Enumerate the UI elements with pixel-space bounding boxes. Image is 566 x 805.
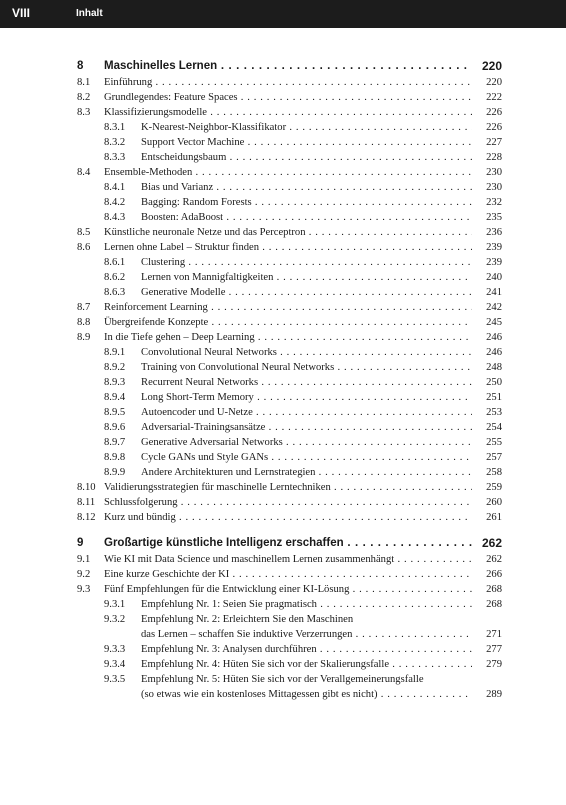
entry-number: 8.1: [77, 77, 91, 88]
entry-page: 226: [486, 107, 502, 118]
toc-entry: [77, 465, 502, 480]
entry-page: 239: [486, 257, 502, 268]
toc-entry: [77, 405, 502, 420]
chapter-number: 9: [77, 537, 84, 549]
entry-page: 257: [486, 452, 502, 463]
toc-entry: [77, 345, 502, 360]
entry-number: 8.8: [77, 317, 91, 328]
entry-number: 8.9.8: [104, 452, 126, 463]
entry-page: 289: [486, 689, 502, 700]
entry-title: Boosten: AdaBoost . . .: [141, 210, 472, 225]
toc-entry: [77, 165, 502, 180]
entry-title: Cycle GANs und Style GANs . . .: [141, 450, 472, 465]
entry-title: Convolutional Neural Networks . . .: [141, 345, 472, 360]
entry-number: 8.6.2: [104, 272, 126, 283]
entry-page: 248: [486, 362, 502, 373]
toc-entry: [77, 450, 502, 465]
entry-number: 8.5: [77, 227, 91, 238]
entry-page: 245: [486, 317, 502, 328]
entry-title: Andere Architekturen und Lernstrategien . . .: [141, 465, 472, 480]
entry-number: 8.9.3: [104, 377, 126, 388]
entry-number: 8.11: [77, 497, 96, 508]
entry-number: 8.4: [77, 167, 91, 178]
entry-page: 261: [486, 512, 502, 523]
entry-title: Fünf Empfehlungen für die Entwicklung einer KI-Lösung . . .: [104, 582, 472, 597]
entry-page: 242: [486, 302, 502, 313]
entry-title: Adversarial-Trainingsansätze . . .: [141, 420, 472, 435]
entry-page: 255: [486, 437, 502, 448]
entry-title: Validierungsstrategien für maschinelle Lerntechniken . . .: [104, 480, 472, 495]
entry-number: 8.12: [77, 512, 96, 523]
entry-number: 8.6.1: [104, 257, 126, 268]
toc-entry: [77, 120, 502, 135]
entry-number: 9.3: [77, 584, 91, 595]
toc-entry: [77, 270, 502, 285]
toc-entry: [77, 390, 502, 405]
page-header: [0, 0, 566, 28]
toc-entry: [77, 90, 502, 105]
entry-title-line: (so etwas wie ein kostenloses Mittagessen gibt es nicht) . . .: [141, 687, 472, 702]
entry-title: Long Short-Term Memory . . .: [141, 390, 472, 405]
toc-entry: [77, 375, 502, 390]
chapter-9-entries: [77, 552, 502, 702]
toc-entry: [77, 240, 502, 255]
entry-number: 8.9: [77, 332, 91, 343]
toc-entry: [77, 330, 502, 345]
entry-number: 8.4.2: [104, 197, 126, 208]
entry-title-line: das Lernen – schaffen Sie induktive Verzerrungen . . .: [141, 627, 472, 642]
entry-title: Generative Adversarial Networks . . .: [141, 435, 472, 450]
chapter-gap: [77, 525, 502, 535]
entry-title: Wie KI mit Data Science und maschinellem Lernen zusammenhängt . . .: [104, 552, 472, 567]
entry-page: 253: [486, 407, 502, 418]
entry-page: 260: [486, 497, 502, 508]
toc-chapter-8: [77, 58, 502, 74]
entry-page: 259: [486, 482, 502, 493]
entry-title: In die Tiefe gehen – Deep Learning . . .: [104, 330, 472, 345]
entry-title: Klassifizierungsmodelle . . .: [104, 105, 472, 120]
page-number: VIII: [12, 6, 31, 20]
toc-entry: [77, 495, 502, 510]
toc-entry: [77, 435, 502, 450]
entry-page: 246: [486, 332, 502, 343]
entry-title: Generative Modelle . . .: [141, 285, 472, 300]
entry-page: 232: [486, 197, 502, 208]
entry-title-line: Empfehlung Nr. 2: Erleichtern Sie den Maschinen: [141, 614, 354, 625]
entry-title: Lernen ohne Label – Struktur finden . . .: [104, 240, 472, 255]
entry-title: Empfehlung Nr. 3: Analysen durchführen . . .: [141, 642, 472, 657]
entry-number: 8.6: [77, 242, 91, 253]
entry-number: 9.3.4: [104, 659, 126, 670]
toc-entry: [77, 285, 502, 300]
toc-entry: [77, 567, 502, 582]
entry-title: Grundlegendes: Feature Spaces . . .: [104, 90, 472, 105]
toc-entry: [77, 657, 502, 672]
chapter-page: 220: [481, 59, 502, 73]
entry-title: Empfehlung Nr. 1: Seien Sie pragmatisch . . .: [141, 597, 472, 612]
table-of-contents: [77, 58, 502, 702]
entry-number: 8.3.3: [104, 152, 126, 163]
toc-entry: [77, 255, 502, 270]
entry-number: 8.9.5: [104, 407, 126, 418]
entry-number: 9.3.5: [104, 674, 126, 685]
entry-number: 8.3.2: [104, 137, 126, 148]
entry-number: 9.2: [77, 569, 91, 580]
entry-page: 240: [486, 272, 502, 283]
chapter-8-entries: [77, 75, 502, 525]
toc-entry: [77, 480, 502, 495]
entry-page: 235: [486, 212, 502, 223]
entry-page: 230: [486, 182, 502, 193]
toc-entry: [77, 612, 502, 642]
entry-page: 246: [486, 347, 502, 358]
entry-page: 268: [486, 599, 502, 610]
entry-number: 9.3.1: [104, 599, 126, 610]
toc-entry: [77, 597, 502, 612]
entry-number: 8.10: [77, 482, 96, 493]
entry-number: 8.3.1: [104, 122, 126, 133]
entry-page: 227: [486, 137, 502, 148]
toc-entry: [77, 672, 502, 702]
entry-title: Training von Convolutional Neural Networks . . .: [141, 360, 472, 375]
entry-number: 8.4.3: [104, 212, 126, 223]
entry-title: Eine kurze Geschichte der KI . . .: [104, 567, 472, 582]
entry-title: [141, 672, 472, 702]
entry-number: 8.9.4: [104, 392, 126, 403]
entry-page: 236: [486, 227, 502, 238]
entry-page: 239: [486, 242, 502, 253]
entry-title: Recurrent Neural Networks . . .: [141, 375, 472, 390]
entry-page: 228: [486, 152, 502, 163]
running-title: Inhalt: [76, 8, 103, 19]
entry-number: 8.7: [77, 302, 91, 313]
chapter-number: 8: [77, 60, 84, 72]
entry-title: Einführung . . .: [104, 75, 472, 90]
chapter-page: 262: [481, 536, 502, 550]
toc-entry: [77, 135, 502, 150]
entry-number: 8.9.9: [104, 467, 126, 478]
entry-page: 222: [486, 92, 502, 103]
toc-entry: [77, 360, 502, 375]
entry-number: 9.1: [77, 554, 91, 565]
toc-entry: [77, 300, 502, 315]
entry-title: Künstliche neuronale Netze und das Perceptron . . .: [104, 225, 472, 240]
entry-page: 254: [486, 422, 502, 433]
entry-page: 262: [486, 554, 502, 565]
entry-title: Support Vector Machine . . .: [141, 135, 472, 150]
toc-entry: [77, 75, 502, 90]
entry-page: 220: [486, 77, 502, 88]
chapter-title: Maschinelles Lernen . . .: [104, 58, 472, 74]
toc-entry: [77, 642, 502, 657]
toc-entry: [77, 420, 502, 435]
entry-title: Empfehlung Nr. 4: Hüten Sie sich vor der Skalierungsfalle . . .: [141, 657, 472, 672]
entry-title: Lernen von Mannigfaltigkeiten . . .: [141, 270, 472, 285]
toc-entry: [77, 150, 502, 165]
entry-number: 8.9.7: [104, 437, 126, 448]
entry-title: Bias und Varianz . . .: [141, 180, 472, 195]
entry-title: Entscheidungsbaum . . .: [141, 150, 472, 165]
entry-title: Ensemble-Methoden . . .: [104, 165, 472, 180]
entry-number: 9.3.2: [104, 614, 126, 625]
toc-entry: [77, 225, 502, 240]
entry-number: 8.3: [77, 107, 91, 118]
entry-number: 8.6.3: [104, 287, 126, 298]
entry-number: 9.3.3: [104, 644, 126, 655]
entry-page: 279: [486, 659, 502, 670]
entry-page: 266: [486, 569, 502, 580]
entry-number: 8.9.1: [104, 347, 126, 358]
entry-page: 271: [486, 629, 502, 640]
entry-page: 241: [486, 287, 502, 298]
toc-entry: [77, 210, 502, 225]
entry-page: 250: [486, 377, 502, 388]
entry-title: Schlussfolgerung . . .: [104, 495, 472, 510]
toc-entry: [77, 582, 502, 597]
entry-page: 226: [486, 122, 502, 133]
entry-title: K-Nearest-Neighbor-Klassifikator . . .: [141, 120, 472, 135]
toc-chapter-9: [77, 535, 502, 551]
entry-number: 8.9.2: [104, 362, 126, 373]
entry-title: Reinforcement Learning . . .: [104, 300, 472, 315]
toc-entry: [77, 510, 502, 525]
entry-title-line: Empfehlung Nr. 5: Hüten Sie sich vor der Verallgemeinerungsfalle: [141, 674, 424, 685]
toc-entry: [77, 105, 502, 120]
entry-title: Clustering . . .: [141, 255, 472, 270]
entry-number: 8.2: [77, 92, 91, 103]
entry-title: Autoencoder und U-Netze . . .: [141, 405, 472, 420]
chapter-title: Großartige künstliche Intelligenz erschaffen . . .: [104, 535, 472, 551]
entry-title: Kurz und bündig . . .: [104, 510, 472, 525]
entry-page: 251: [486, 392, 502, 403]
entry-number: 8.9.6: [104, 422, 126, 433]
entry-page: 268: [486, 584, 502, 595]
entry-page: 277: [486, 644, 502, 655]
entry-title: Bagging: Random Forests . . .: [141, 195, 472, 210]
entry-title: [141, 612, 472, 642]
entry-page: 230: [486, 167, 502, 178]
entry-page: 258: [486, 467, 502, 478]
toc-entry: [77, 195, 502, 210]
toc-entry: [77, 552, 502, 567]
toc-entry: [77, 180, 502, 195]
toc-entry: [77, 315, 502, 330]
entry-number: 8.4.1: [104, 182, 126, 193]
entry-title: Übergreifende Konzepte . . .: [104, 315, 472, 330]
